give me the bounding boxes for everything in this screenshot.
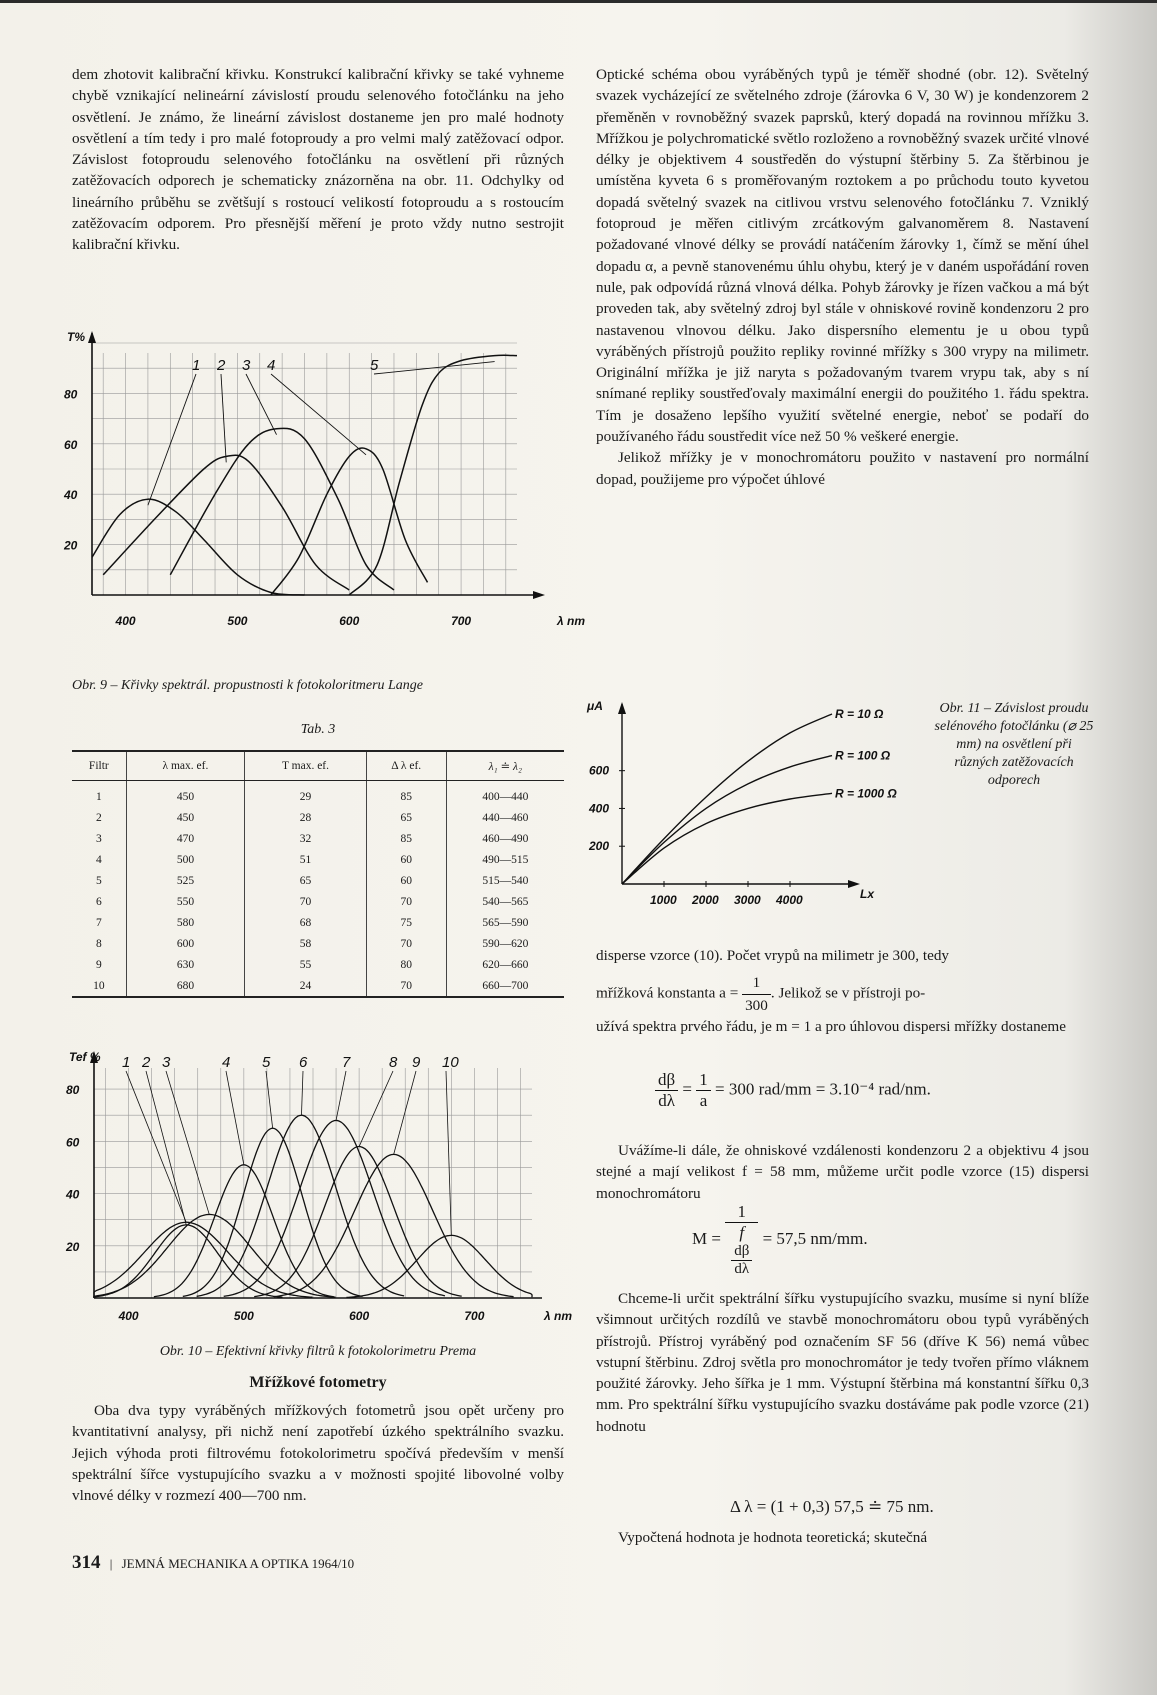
fraction-numerator: dβ	[731, 1243, 752, 1261]
y-axis-label: μA	[587, 699, 603, 713]
fraction-denominator: dλ	[658, 1091, 675, 1110]
table-row	[72, 912, 564, 933]
curve-label: 10	[442, 1054, 459, 1071]
equals-sign: =	[682, 1079, 697, 1099]
x-tick-label: 4000	[776, 893, 803, 907]
leader-line	[359, 1071, 393, 1147]
table-cell: 500	[126, 849, 245, 870]
formula-spectral-width: Δ λ = (1 + 0,3) 57,5 ≐ 75 nm.	[730, 1497, 934, 1516]
table-cell: 6	[95, 895, 102, 908]
leader-line	[394, 1071, 416, 1154]
table-cell: 60	[366, 870, 446, 891]
fraction-denominator: 300	[745, 996, 768, 1014]
y-tick-label: 600	[589, 763, 610, 778]
table-cell: 75	[366, 912, 446, 933]
y-axis-arrow	[88, 331, 96, 343]
fraction-denominator: a	[699, 1091, 708, 1110]
y-tick-label: 40	[66, 1187, 80, 1202]
table-cell: 470	[126, 828, 245, 849]
fraction-numerator: 1	[696, 1070, 711, 1091]
table-cell: 68	[245, 912, 367, 933]
curve-2	[622, 756, 832, 884]
curve-label: 1	[192, 357, 201, 374]
table-header-cell: λ₁ ≐ λ₂	[446, 751, 564, 781]
figure-10	[62, 1048, 573, 1333]
table-cell: 80	[366, 954, 446, 975]
figure-9-caption: Obr. 9 – Křivky spektrál. propustnosti k fotokoloritmeru Lange	[72, 678, 424, 693]
table-cell: 450	[126, 781, 245, 808]
curve-label: R = 10 Ω	[835, 707, 884, 721]
table-cell: 515—540	[446, 870, 564, 891]
table-cell: 3	[95, 832, 102, 845]
fraction	[742, 972, 771, 1016]
table-cell: 60	[366, 849, 446, 870]
table-cell: 450	[126, 807, 245, 828]
paragraph	[596, 972, 1089, 1016]
table-header-cell: λ max. ef.	[126, 751, 245, 781]
table-cell: 680	[126, 975, 245, 997]
figure-11-caption: Obr. 11 – Závislost proudu selénového fotočlánku (⌀ 25 mm) na osvětlení při různých zatěžovacích odporech	[934, 701, 1094, 788]
fraction	[725, 1202, 758, 1278]
fraction-numerator: 1	[725, 1202, 758, 1223]
table-3	[72, 750, 564, 998]
leader-line	[374, 362, 495, 374]
leader-line	[146, 1071, 186, 1225]
y-tick-label: 20	[66, 1239, 80, 1254]
curve-3	[622, 793, 832, 884]
x-axis-arrow	[533, 591, 545, 599]
table-cell: 8	[95, 937, 102, 950]
table-row	[72, 781, 564, 808]
right-column-text-5	[596, 1527, 1089, 1548]
paragraph: Jelikož mřížky je v monochromátoru použito v nastavení pro normální dopad, použijeme pro výpočet úhlové	[596, 449, 1089, 488]
table-cell: 70	[366, 891, 446, 912]
curve-label: 3	[162, 1054, 171, 1071]
formula-lhs: M =	[692, 1228, 721, 1248]
table-cell: 70	[245, 891, 367, 912]
curve-label: 6	[299, 1054, 308, 1071]
x-tick-label: 500	[233, 1309, 254, 1323]
right-column-text-4	[596, 1288, 1089, 1437]
paragraph: dem zhotovit kalibrační křivku. Konstrukcí kalibrační křivky se také vyhneme chybě vznikající nelineární závislostí proudu selenového fotočlánku na jeho osvětlení. Je známo, že lineární závislost dostaneme jen pro malé hodnoty osvětlení a tím tedy i pro malé fotoproudy a pro velmi malý zatěžovací odpor. Závislost fotoproudu selenového fotočlánku na osvětlení při různých zatěžovacích odporech je schematicky znázorněna na obr. 11. Odchylky od lineárního průběhu se zvětšují s rostoucí velikostí fotoproudu a s rostoucím zatěžovacím odporem. Pro přesnější měření je proto vždy nutno sestrojit kalibrační křivku.	[72, 66, 564, 254]
right-column-text	[596, 64, 1089, 490]
fraction	[655, 1070, 678, 1111]
fraction-numerator: dβ	[655, 1070, 678, 1091]
curve-1	[622, 714, 832, 884]
table-header-cell: Filtr	[72, 751, 126, 781]
table-cell: 65	[245, 870, 367, 891]
curve-1	[92, 499, 305, 595]
curve-label: 2	[142, 1054, 151, 1071]
fraction-numerator: 1	[742, 972, 771, 994]
table-header-cell: T max. ef.	[245, 751, 367, 781]
table-cell: 565—590	[446, 912, 564, 933]
fraction-denominator: dλ	[734, 1261, 750, 1277]
figure-11	[582, 694, 932, 924]
right-column-text-3	[596, 1140, 1089, 1204]
fraction	[728, 1243, 755, 1278]
x-axis-label: Lx	[860, 887, 875, 901]
table-header-row	[72, 751, 564, 781]
y-tick-label: 80	[66, 1083, 80, 1098]
table-cell: 55	[245, 954, 367, 975]
curve-label: 7	[342, 1054, 351, 1071]
table-cell: 590—620	[446, 933, 564, 954]
x-tick-label: 400	[118, 1309, 139, 1323]
leader-line	[246, 374, 277, 435]
y-axis-label: T%	[67, 330, 85, 344]
x-tick-label: 700	[464, 1309, 485, 1323]
curve-7	[224, 1120, 445, 1296]
table-cell: 7	[95, 916, 102, 929]
table-cell: 600	[126, 933, 245, 954]
fraction	[696, 1070, 711, 1111]
curve-3	[94, 1214, 336, 1297]
table-cell: 51	[245, 849, 367, 870]
x-axis-label: λ nm	[544, 1309, 573, 1323]
leader-line	[271, 374, 366, 455]
y-tick-label: 400	[589, 801, 610, 816]
x-tick-label: 500	[227, 614, 248, 628]
y-axis-arrow	[618, 702, 626, 714]
table-row	[72, 807, 564, 828]
curve-6	[197, 1115, 405, 1296]
table-cell: 70	[366, 933, 446, 954]
table-cell: 85	[366, 828, 446, 849]
leader-line	[166, 1071, 209, 1214]
curve-label: 4	[267, 357, 276, 374]
table-cell: 440—460	[446, 807, 564, 828]
x-axis-label: λ nm	[557, 614, 586, 628]
y-tick-label: 20	[64, 538, 78, 553]
page-number: 314	[72, 1552, 101, 1573]
curve-2	[94, 1225, 283, 1297]
curve-5	[349, 355, 517, 595]
formula-rhs: = 57,5 nm/mm.	[762, 1228, 868, 1248]
table-cell: 58	[245, 933, 367, 954]
y-tick-label: 60	[66, 1135, 80, 1150]
focal-length: f	[739, 1223, 745, 1242]
curve-label: 8	[389, 1054, 398, 1071]
curve-label: 5	[262, 1054, 271, 1071]
formula-monochromator-dispersion	[692, 1202, 868, 1278]
curve-label: 5	[370, 357, 379, 374]
section-heading: Mřížkové fotometry	[249, 1374, 387, 1391]
paragraph: Vypočtená hodnota je hodnota teoretická; skutečná	[618, 1529, 928, 1546]
y-axis-label: Tef %	[69, 1050, 101, 1064]
table-row	[72, 975, 564, 997]
table-row	[72, 933, 564, 954]
table-caption: Tab. 3	[300, 722, 336, 737]
paragraph: Optické schéma obou vyráběných typů je téměř shodné (obr. 12). Světelný svazek vycházející ze světelného zdroje (žárovka 6 V, 30 W) je kondenzorem 2 přeměněn v rovnoběžný svazek paprsků, který dopadá na rovinnou mřížku 3. Mřížkou je polychromatické světlo rozloženo a rovnoběžný svazek určité vlnové délky je objektivem 4 soustředěn do výstupní štěrbiny 5. Za štěrbinou je umístěna kyveta 6 s proměřovaným roztokem a po průchodu touto kyvetou dopadá světelný svazek na citlivou vrstvu selenového fotočlánku 7. Vzniklý fotoproud je měřen citlivým zrcátkovým galvanoměrem 8. Nastavení požadované vlnové délky se provádí natáčením žárovky 1, čímž se mění úhel dopadu α, a pevně stanovenému úhlu ohybu, který je v daném uspořádání roven nule, pak odpovídá různá vlnová délka. Pohyb žárovky je řízen vačkou a má být proveden tak, aby světelný zdroj byl stále v ohniskové rovině kondenzoru 2 pro nastavenou vlnovou délku. Jako dispersního elementu je u obou typů vyráběných přístrojů použito repliky rovinné mřížky s 300 vrypy na milimetr. Originální mřížka je již naryta s požadovaným tvarem vrypu tak, aby s ní snímané repliky soustřeďovaly maximální energii do použitého 1. řádu spektra. Tím je dosaženo lepšího využití světelné energie, neboť se podaří do používaného řádu soustředit více než 50 % veškeré energie.	[596, 66, 1089, 446]
paragraph: disperse vzorce (10). Počet vrypů na milimetr je 300, tedy	[596, 947, 950, 964]
y-tick-label: 60	[64, 437, 78, 452]
table-cell: 550	[126, 891, 245, 912]
table-cell: 620—660	[446, 954, 564, 975]
top-rule	[0, 0, 1157, 3]
table-cell: 2	[95, 811, 102, 824]
formula-angular-dispersion	[655, 1070, 931, 1111]
left-column-text	[72, 64, 564, 256]
fraction-denominator	[725, 1223, 758, 1278]
right-column-text-2	[596, 945, 1089, 1037]
x-tick-label: 600	[349, 1309, 370, 1323]
curve-label: 9	[412, 1054, 421, 1071]
table-cell: 660—700	[446, 975, 564, 997]
paragraph: Oba dva typy vyráběných mřížkových fotometrů jsou opět určeny pro kvantitativní analysy, při nichž není zapotřebí úzkého spektrálního svazku. Jejich výhoda proti filtrovému fotokolorimetru spočívá především v menší spektrální šířce vystupujícího svazku a v možnosti spojité libovolné volby vlnové délky v rozmezí 400—700 nm.	[72, 1402, 564, 1505]
leader-line	[336, 1071, 346, 1120]
x-tick-label: 1000	[650, 893, 677, 907]
curve-8	[254, 1147, 462, 1297]
table-cell: 24	[245, 975, 367, 997]
y-tick-label: 200	[589, 839, 610, 854]
table-cell: 400—440	[446, 781, 564, 808]
page-footer	[72, 1552, 354, 1574]
y-tick-label: 40	[64, 488, 78, 503]
table-cell: 580	[126, 912, 245, 933]
table-row	[72, 828, 564, 849]
curve-label: 4	[222, 1054, 231, 1071]
table-row	[72, 954, 564, 975]
leader-line	[446, 1071, 451, 1235]
table-cell: 70	[366, 975, 446, 997]
curve-9	[274, 1154, 514, 1296]
leader-line	[126, 1071, 186, 1222]
curve-label: R = 100 Ω	[835, 748, 891, 763]
figure-10-chart	[62, 1048, 573, 1333]
table-cell: 460—490	[446, 828, 564, 849]
table-cell: 5	[95, 874, 102, 887]
leader-line	[221, 374, 226, 462]
table-cell: 29	[245, 781, 367, 808]
table-cell: 65	[366, 807, 446, 828]
table-cell: 10	[93, 979, 105, 992]
figure-9	[62, 323, 586, 668]
text-run: mřížková konstanta a =	[596, 984, 739, 1002]
paragraph: užívá spektra prvého řádu, je m = 1 a pro úhlovou dispersi mřížky dostaneme	[596, 1017, 1066, 1035]
paragraph: Chceme-li určit spektrální šířku vystupujícího svazku, musíme si nyní blíže všimnout určitých rozdílů ve stavbě monochromátoru obou typů vyráběných přístrojů. Přístroj vyráběný pod označením SF 56 (dříve K 56) nemá vůbec vstupní štěrbinu. Zdroj světla pro monochromátor je tedy tvořen přímo vláknem použité žárovky. Jeho šířka je 1 mm. Výstupní štěrbina má konstantní šířku 0,3 mm. Pro spektrální šířku vystupujícího svazku dostáváme pak podle vzorce (21) hodnotu	[596, 1290, 1089, 1435]
figure-11-chart	[582, 694, 932, 924]
curve-label: R = 1000 Ω	[835, 786, 897, 801]
footer-divider: |	[109, 1556, 113, 1571]
table-cell: 1	[95, 790, 102, 803]
journal-name: JEMNÁ MECHANIKA A OPTIKA 1964/10	[121, 1556, 355, 1571]
y-tick-label: 80	[64, 387, 78, 402]
x-tick-label: 400	[115, 614, 136, 628]
table-cell: 630	[126, 954, 245, 975]
table-cell: 28	[245, 807, 367, 828]
table-header-cell: Δ λ ef.	[366, 751, 446, 781]
x-axis-arrow	[848, 880, 860, 888]
x-tick-label: 700	[451, 614, 472, 628]
formula-rhs: = 300 rad/mm = 3.10⁻⁴ rad/nm.	[715, 1079, 931, 1099]
curve-label: 1	[122, 1054, 131, 1071]
table-cell: 490—515	[446, 849, 564, 870]
x-tick-label: 2000	[692, 893, 719, 907]
table-cell: 4	[95, 853, 102, 866]
leader-line	[226, 1071, 244, 1165]
table-cell: 32	[245, 828, 367, 849]
table-cell: 9	[95, 958, 102, 971]
paragraph: Uvážíme-li dále, že ohniskové vzdálenosti kondenzoru 2 a objektivu 4 jsou stejné a mají velikost f = 58 mm, můžeme určit podle vzorce (15) dispersi monochromátoru	[596, 1142, 1089, 1202]
x-tick-label: 600	[339, 614, 360, 628]
curve-label: 3	[242, 357, 251, 374]
x-tick-label: 3000	[734, 893, 761, 907]
table-row	[72, 870, 564, 891]
figure-9-chart	[62, 323, 586, 668]
table-cell: 525	[126, 870, 245, 891]
table-row	[72, 849, 564, 870]
leader-line	[301, 1071, 303, 1115]
table-row	[72, 891, 564, 912]
text-run: . Jelikož se v přístroji po-	[770, 984, 926, 1002]
curve-label: 2	[217, 357, 226, 374]
table-cell: 540—565	[446, 891, 564, 912]
table-cell: 85	[366, 781, 446, 808]
left-column-text-2	[72, 1400, 564, 1506]
figure-10-caption: Obr. 10 – Efektivní křivky filtrů k fotokolorimetru Prema	[159, 1344, 477, 1359]
